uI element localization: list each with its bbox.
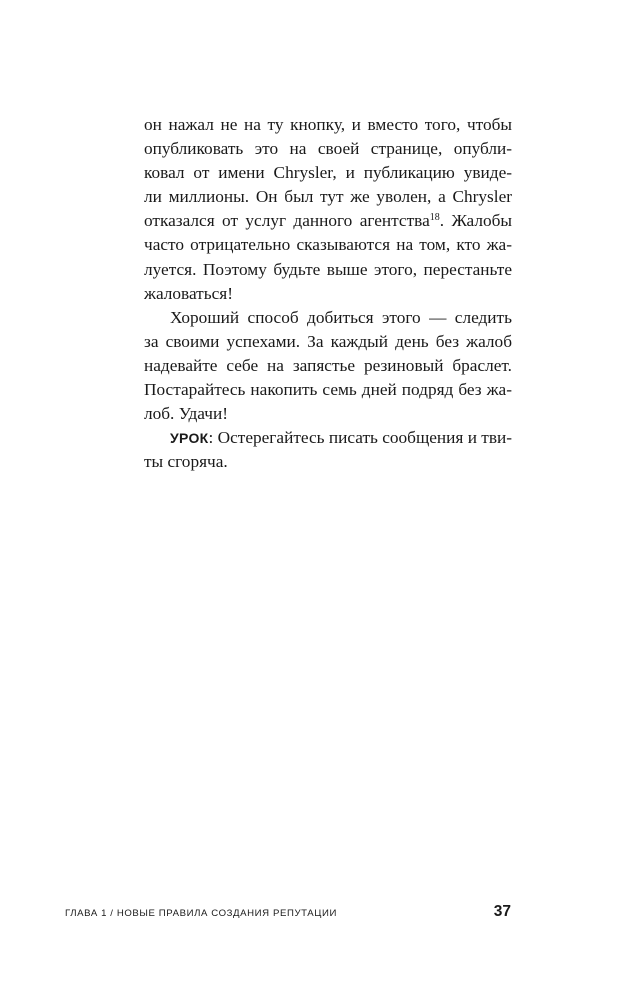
body-text — [144, 113, 512, 474]
text-segment: отказался от услуг данного агентства — [144, 211, 430, 231]
footnote-reference: 18 — [429, 212, 440, 224]
page-footer — [65, 903, 511, 923]
text-line: луется. Поэтому будьте выше этого, перестаньте — [144, 259, 512, 279]
text-line: Постарайтесь накопить семь дней подряд без жа- — [144, 380, 512, 400]
running-head: ГЛАВА 1 / НОВЫЕ ПРАВИЛА СОЗДАНИЯ РЕПУТАЦИИ — [65, 908, 337, 919]
text-line-with-footnote — [144, 209, 512, 233]
paragraph-2 — [144, 306, 512, 426]
text-line: ли миллионы. Он был тут же уволен, а Chrysler — [144, 187, 512, 207]
lesson-paragraph — [144, 426, 512, 474]
text-line: часто отрицательно сказываются на том, кто жа- — [144, 235, 512, 255]
lesson-label: УРОК — [170, 430, 209, 447]
text-line — [144, 426, 512, 450]
text-line: ковал от имени Chrysler, и публикацию увиде- — [144, 163, 512, 183]
text-line: опубликовать это на своей странице, опубли- — [144, 139, 512, 159]
text-line: он нажал не на ту кнопку, и вместо того, чтобы — [144, 115, 512, 134]
text-line: лоб. Удачи! — [144, 404, 228, 424]
text-segment: : Остерегайтесь писать сообщения и тви- — [208, 428, 512, 448]
page-number: 37 — [493, 903, 511, 920]
text-line: Хороший способ добиться этого — следить — [170, 307, 512, 327]
text-line: жаловаться! — [144, 283, 233, 303]
paragraph-1 — [144, 113, 512, 306]
text-line: надевайте себе на запястье резиновый браслет. — [144, 355, 512, 375]
text-segment: . Жалобы — [439, 211, 512, 231]
text-line: ты сгоряча. — [144, 452, 228, 472]
text-line: за своими успехами. За каждый день без жалоб — [144, 331, 512, 351]
